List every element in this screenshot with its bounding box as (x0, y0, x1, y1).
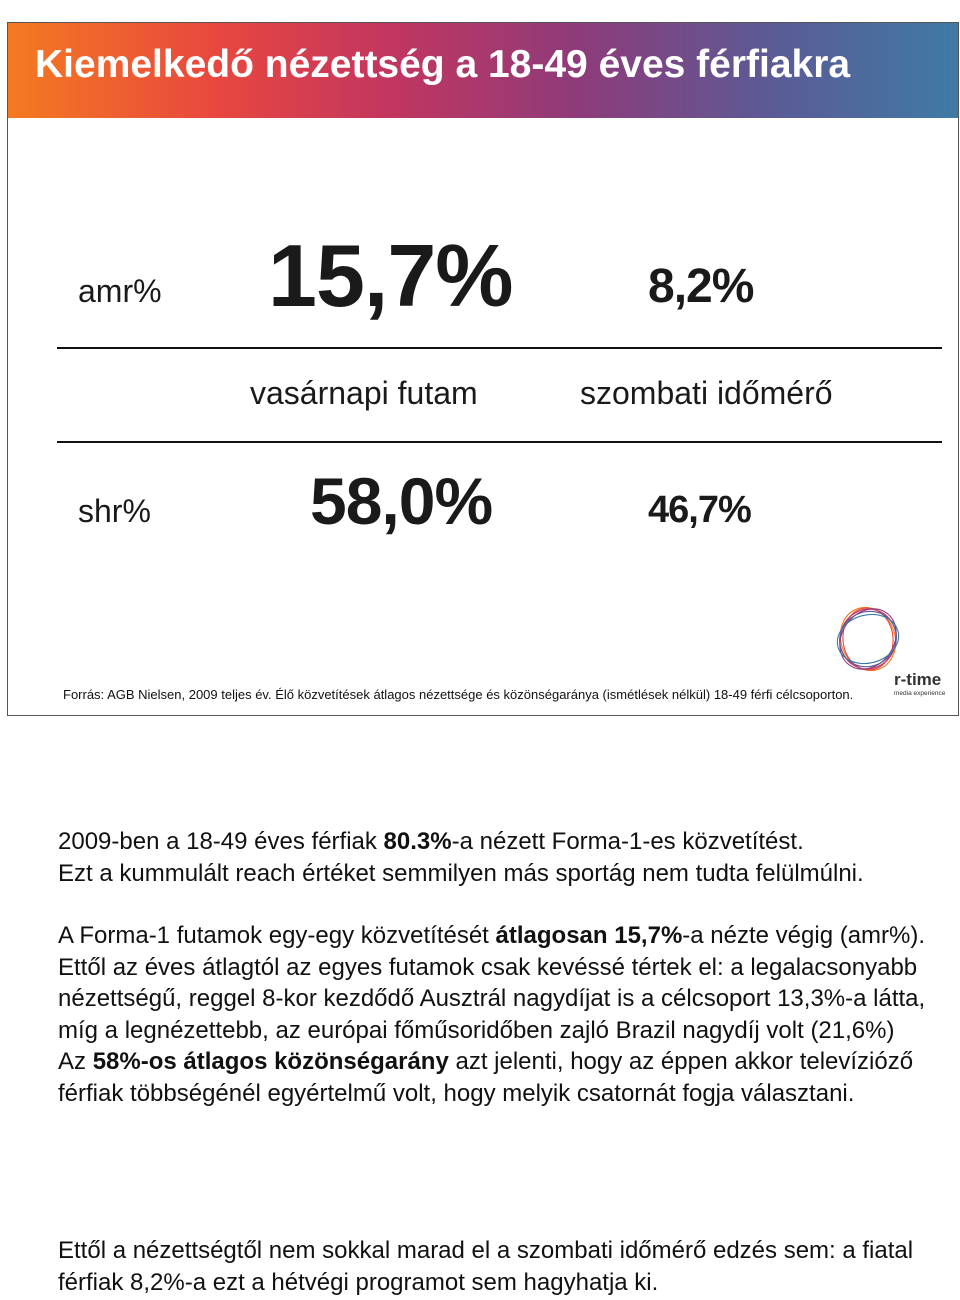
p1-text-c: -a nézett Forma-1-es közvetítést. (451, 828, 804, 855)
p2-text-c: -a nézte végig (amr%). (682, 922, 926, 949)
amr-quali-value: 8,2% (648, 260, 754, 313)
p2-highlight-shr: 58%-os átlagos közönségarány (92, 1048, 449, 1075)
r-time-logo (828, 601, 946, 701)
race-column-label: vasárnapi futam (250, 375, 478, 411)
p2-text-g: azt jelenti, hogy az éppen akkor televízióző férfiak többségénél egyértelmű volt, hogy melyik csatornát fogja választani. (58, 1048, 914, 1107)
paragraph-average (58, 920, 958, 1109)
slide-title: Kiemelkedő nézettség a 18-49 éves férfiakra (35, 43, 851, 86)
p2-highlight-amr: átlagosan 15,7% (495, 922, 683, 949)
logo-tagline: media experience (894, 690, 946, 697)
slide-frame (7, 22, 959, 716)
title-bar (8, 23, 958, 118)
source-note: Forrás: AGB Nielsen, 2009 teljes év. Élő közvetítések átlagos nézettsége és közönségaránya (ismétlések nélkül) 18-49 férfi célcsoporton. (63, 687, 854, 702)
amr-label: amr% (78, 273, 162, 309)
p3-text: Ettől a nézettségtől nem sokkal marad el a szombati időmérő edzés sem: a fiatal férfiak 8,2%-a ezt a hétvégi programot sem hagyhatja ki. (58, 1237, 914, 1296)
p2-text-d: Ettől az éves átlagtól az egyes futamok csak kevéssé tértek el: a legalacsonyabb nézettségű, reggel 8-kor kezdődő Ausztrál nagydíjat is a célcsoport 13,3%-a látta, míg a legnézettebb, az európai főműsoridőben zajló Brazil nagydíj volt (21,6%) (58, 953, 926, 1044)
paragraph-reach (58, 826, 958, 889)
paragraph-quali (58, 1235, 958, 1298)
p2-text-e: Az (58, 1048, 93, 1075)
p2-text-a: A Forma-1 futamok egy-egy közvetítését (58, 922, 496, 949)
shr-quali-value: 46,7% (648, 489, 751, 531)
p1-highlight: 80.3% (383, 828, 452, 855)
quali-column-label: szombati időmérő (580, 375, 833, 411)
p1-text-d: Ezt a kummulált reach értéket semmilyen más sportág nem tudta felülmúlni. (58, 859, 864, 887)
r-time-logo-icon (828, 601, 946, 701)
logo-wordmark: r-time (894, 670, 942, 689)
shr-label: shr% (78, 493, 151, 529)
divider-top (57, 347, 942, 349)
p1-text-a: 2009-ben a 18-49 éves férfiak (58, 828, 384, 855)
amr-race-value: 15,7% (268, 226, 513, 325)
shr-race-value: 58,0% (310, 464, 493, 538)
divider-bottom (57, 441, 942, 443)
